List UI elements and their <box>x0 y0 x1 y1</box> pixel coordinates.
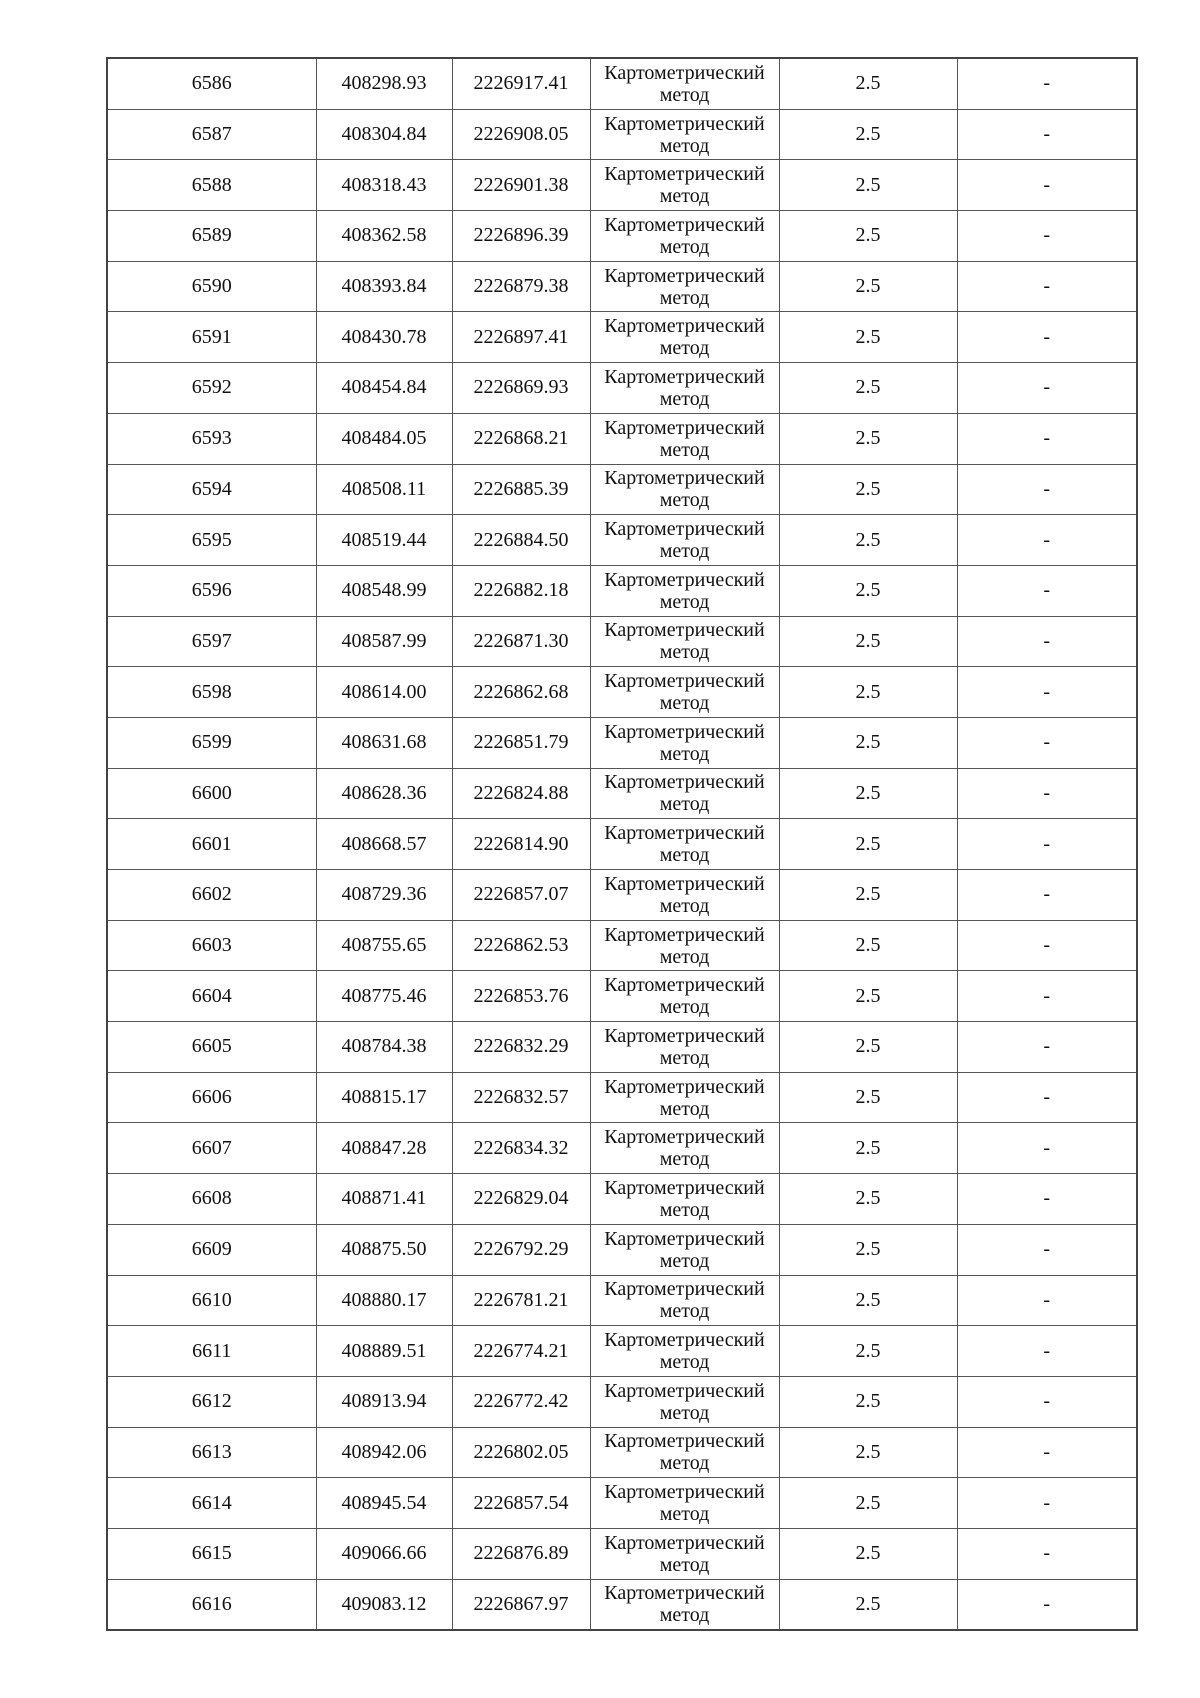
table-row <box>107 261 1137 312</box>
table-row <box>107 565 1137 616</box>
x-coordinate-cell: 408430.78 <box>316 312 452 363</box>
precision-cell: 2.5 <box>779 1326 957 1377</box>
precision-cell: 2.5 <box>779 109 957 160</box>
x-coordinate-cell: 408614.00 <box>316 667 452 718</box>
description-cell: - <box>957 1579 1137 1630</box>
table-row <box>107 819 1137 870</box>
description-cell: - <box>957 667 1137 718</box>
description-cell: - <box>957 1275 1137 1326</box>
point-number-cell: 6600 <box>107 768 316 819</box>
method-line-1: Картометрический <box>604 518 765 541</box>
table-row <box>107 768 1137 819</box>
precision-cell: 2.5 <box>779 58 957 109</box>
method-cell <box>590 312 779 363</box>
description-cell: - <box>957 1174 1137 1225</box>
y-coordinate-cell: 2226851.79 <box>452 717 590 768</box>
method-line-2: метод <box>659 1249 710 1272</box>
table-row <box>107 1022 1137 1073</box>
method-line-2: метод <box>659 1351 710 1374</box>
method-line-2: метод <box>659 1046 710 1069</box>
method-line-1: Картометрический <box>604 112 765 135</box>
precision-cell: 2.5 <box>779 261 957 312</box>
method-line-2: метод <box>659 337 710 360</box>
method-line-2: метод <box>659 489 710 512</box>
y-coordinate-cell: 2226774.21 <box>452 1326 590 1377</box>
point-number-cell: 6593 <box>107 413 316 464</box>
point-number-cell: 6606 <box>107 1072 316 1123</box>
y-coordinate-cell: 2226868.21 <box>452 413 590 464</box>
table-row <box>107 1123 1137 1174</box>
description-cell: - <box>957 515 1137 566</box>
method-line-2: метод <box>659 185 710 208</box>
method-cell <box>590 464 779 515</box>
precision-cell: 2.5 <box>779 920 957 971</box>
description-cell: - <box>957 1123 1137 1174</box>
point-number-cell: 6601 <box>107 819 316 870</box>
method-cell <box>590 616 779 667</box>
method-line-2: метод <box>659 235 710 258</box>
method-cell <box>590 1376 779 1427</box>
description-cell: - <box>957 58 1137 109</box>
y-coordinate-cell: 2226824.88 <box>452 768 590 819</box>
method-line-2: метод <box>659 996 710 1019</box>
y-coordinate-cell: 2226885.39 <box>452 464 590 515</box>
point-number-cell: 6595 <box>107 515 316 566</box>
x-coordinate-cell: 408318.43 <box>316 160 452 211</box>
description-cell: - <box>957 971 1137 1022</box>
precision-cell: 2.5 <box>779 1174 957 1225</box>
description-cell: - <box>957 1326 1137 1377</box>
method-line-2: метод <box>659 1553 710 1576</box>
method-line-2: метод <box>659 387 710 410</box>
method-line-1: Картометрический <box>604 1227 765 1250</box>
method-line-1: Картометрический <box>604 467 765 490</box>
table-row <box>107 1326 1137 1377</box>
table-row <box>107 717 1137 768</box>
description-cell: - <box>957 160 1137 211</box>
precision-cell: 2.5 <box>779 1275 957 1326</box>
method-line-2: метод <box>659 844 710 867</box>
method-cell <box>590 565 779 616</box>
precision-cell: 2.5 <box>779 1224 957 1275</box>
point-number-cell: 6587 <box>107 109 316 160</box>
method-line-2: метод <box>659 641 710 664</box>
y-coordinate-cell: 2226834.32 <box>452 1123 590 1174</box>
method-cell <box>590 920 779 971</box>
method-line-1: Картометрический <box>604 163 765 186</box>
point-number-cell: 6610 <box>107 1275 316 1326</box>
method-line-2: метод <box>659 894 710 917</box>
x-coordinate-cell: 408304.84 <box>316 109 452 160</box>
table-row <box>107 1478 1137 1529</box>
description-cell: - <box>957 1072 1137 1123</box>
method-cell <box>590 58 779 109</box>
method-line-2: метод <box>659 692 710 715</box>
precision-cell: 2.5 <box>779 616 957 667</box>
point-number-cell: 6591 <box>107 312 316 363</box>
point-number-cell: 6608 <box>107 1174 316 1225</box>
precision-cell: 2.5 <box>779 1427 957 1478</box>
point-number-cell: 6607 <box>107 1123 316 1174</box>
x-coordinate-cell: 408548.99 <box>316 565 452 616</box>
method-cell <box>590 413 779 464</box>
x-coordinate-cell: 408942.06 <box>316 1427 452 1478</box>
method-cell <box>590 768 779 819</box>
method-cell <box>590 1478 779 1529</box>
y-coordinate-cell: 2226897.41 <box>452 312 590 363</box>
x-coordinate-cell: 408393.84 <box>316 261 452 312</box>
method-line-1: Картометрический <box>604 365 765 388</box>
description-cell: - <box>957 312 1137 363</box>
y-coordinate-cell: 2226871.30 <box>452 616 590 667</box>
method-line-1: Картометрический <box>604 670 765 693</box>
point-number-cell: 6599 <box>107 717 316 768</box>
table-row <box>107 464 1137 515</box>
method-line-2: метод <box>659 1148 710 1171</box>
method-cell <box>590 363 779 414</box>
description-cell: - <box>957 717 1137 768</box>
table-row <box>107 211 1137 262</box>
method-line-2: метод <box>659 1503 710 1526</box>
point-number-cell: 6612 <box>107 1376 316 1427</box>
method-cell <box>590 1022 779 1073</box>
table-row <box>107 1174 1137 1225</box>
method-line-2: метод <box>659 1604 710 1627</box>
method-cell <box>590 1224 779 1275</box>
x-coordinate-cell: 408889.51 <box>316 1326 452 1377</box>
method-line-1: Картометрический <box>604 1481 765 1504</box>
method-line-1: Картометрический <box>604 923 765 946</box>
point-number-cell: 6609 <box>107 1224 316 1275</box>
table-row <box>107 920 1137 971</box>
method-cell <box>590 1174 779 1225</box>
x-coordinate-cell: 408784.38 <box>316 1022 452 1073</box>
method-cell <box>590 819 779 870</box>
y-coordinate-cell: 2226862.53 <box>452 920 590 971</box>
method-cell <box>590 160 779 211</box>
point-number-cell: 6611 <box>107 1326 316 1377</box>
table-row <box>107 515 1137 566</box>
method-line-1: Картометрический <box>604 264 765 287</box>
y-coordinate-cell: 2226896.39 <box>452 211 590 262</box>
method-cell <box>590 717 779 768</box>
method-cell <box>590 261 779 312</box>
y-coordinate-cell: 2226853.76 <box>452 971 590 1022</box>
method-line-1: Картометрический <box>604 1582 765 1605</box>
method-line-2: метод <box>659 1300 710 1323</box>
description-cell: - <box>957 1528 1137 1579</box>
table-row <box>107 363 1137 414</box>
method-line-2: метод <box>659 83 710 106</box>
description-cell: - <box>957 1376 1137 1427</box>
method-cell <box>590 1123 779 1174</box>
method-line-1: Картометрический <box>604 1379 765 1402</box>
x-coordinate-cell: 408668.57 <box>316 819 452 870</box>
description-cell: - <box>957 565 1137 616</box>
precision-cell: 2.5 <box>779 819 957 870</box>
method-cell <box>590 1579 779 1630</box>
method-line-1: Картометрический <box>604 61 765 84</box>
method-line-1: Картометрический <box>604 1430 765 1453</box>
y-coordinate-cell: 2226879.38 <box>452 261 590 312</box>
method-line-1: Картометрический <box>604 771 765 794</box>
point-number-cell: 6586 <box>107 58 316 109</box>
precision-cell: 2.5 <box>779 1022 957 1073</box>
table-row <box>107 1275 1137 1326</box>
point-number-cell: 6589 <box>107 211 316 262</box>
method-line-1: Картометрический <box>604 568 765 591</box>
method-line-1: Картометрический <box>604 1329 765 1352</box>
y-coordinate-cell: 2226917.41 <box>452 58 590 109</box>
x-coordinate-cell: 408913.94 <box>316 1376 452 1427</box>
table-row <box>107 109 1137 160</box>
method-line-1: Картометрический <box>604 1278 765 1301</box>
method-line-2: метод <box>659 793 710 816</box>
method-line-2: метод <box>659 286 710 309</box>
method-cell <box>590 870 779 921</box>
precision-cell: 2.5 <box>779 363 957 414</box>
x-coordinate-cell: 408755.65 <box>316 920 452 971</box>
table-row <box>107 160 1137 211</box>
method-line-2: метод <box>659 945 710 968</box>
method-line-2: метод <box>659 1452 710 1475</box>
precision-cell: 2.5 <box>779 1376 957 1427</box>
method-line-2: метод <box>659 1097 710 1120</box>
precision-cell: 2.5 <box>779 870 957 921</box>
precision-cell: 2.5 <box>779 1072 957 1123</box>
method-line-2: метод <box>659 134 710 157</box>
y-coordinate-cell: 2226908.05 <box>452 109 590 160</box>
y-coordinate-cell: 2226862.68 <box>452 667 590 718</box>
y-coordinate-cell: 2226867.97 <box>452 1579 590 1630</box>
table-row <box>107 971 1137 1022</box>
y-coordinate-cell: 2226869.93 <box>452 363 590 414</box>
description-cell: - <box>957 464 1137 515</box>
table-row <box>107 413 1137 464</box>
method-line-1: Картометрический <box>604 213 765 236</box>
point-number-cell: 6596 <box>107 565 316 616</box>
method-line-2: метод <box>659 438 710 461</box>
method-line-1: Картометрический <box>604 822 765 845</box>
method-cell <box>590 667 779 718</box>
method-line-1: Картометрический <box>604 1024 765 1047</box>
method-line-2: метод <box>659 590 710 613</box>
description-cell: - <box>957 109 1137 160</box>
y-coordinate-cell: 2226857.07 <box>452 870 590 921</box>
point-number-cell: 6605 <box>107 1022 316 1073</box>
x-coordinate-cell: 409083.12 <box>316 1579 452 1630</box>
method-cell <box>590 1528 779 1579</box>
method-line-1: Картометрический <box>604 619 765 642</box>
description-cell: - <box>957 261 1137 312</box>
method-line-2: метод <box>659 742 710 765</box>
precision-cell: 2.5 <box>779 667 957 718</box>
y-coordinate-cell: 2226857.54 <box>452 1478 590 1529</box>
description-cell: - <box>957 1224 1137 1275</box>
description-cell: - <box>957 870 1137 921</box>
method-line-1: Картометрический <box>604 1075 765 1098</box>
precision-cell: 2.5 <box>779 1478 957 1529</box>
point-number-cell: 6603 <box>107 920 316 971</box>
x-coordinate-cell: 408775.46 <box>316 971 452 1022</box>
y-coordinate-cell: 2226884.50 <box>452 515 590 566</box>
table-row <box>107 616 1137 667</box>
table-row <box>107 1072 1137 1123</box>
precision-cell: 2.5 <box>779 312 957 363</box>
method-line-1: Картометрический <box>604 1531 765 1554</box>
y-coordinate-cell: 2226802.05 <box>452 1427 590 1478</box>
point-number-cell: 6598 <box>107 667 316 718</box>
method-line-1: Картометрический <box>604 1176 765 1199</box>
precision-cell: 2.5 <box>779 717 957 768</box>
description-cell: - <box>957 768 1137 819</box>
method-line-1: Картометрический <box>604 720 765 743</box>
y-coordinate-cell: 2226781.21 <box>452 1275 590 1326</box>
precision-cell: 2.5 <box>779 211 957 262</box>
x-coordinate-cell: 408519.44 <box>316 515 452 566</box>
point-number-cell: 6616 <box>107 1579 316 1630</box>
method-cell <box>590 971 779 1022</box>
method-cell <box>590 109 779 160</box>
method-cell <box>590 211 779 262</box>
method-line-1: Картометрический <box>604 974 765 997</box>
table-row <box>107 1427 1137 1478</box>
point-number-cell: 6594 <box>107 464 316 515</box>
table-row <box>107 1224 1137 1275</box>
precision-cell: 2.5 <box>779 413 957 464</box>
x-coordinate-cell: 408628.36 <box>316 768 452 819</box>
description-cell: - <box>957 616 1137 667</box>
table-row <box>107 1579 1137 1630</box>
x-coordinate-cell: 409066.66 <box>316 1528 452 1579</box>
precision-cell: 2.5 <box>779 160 957 211</box>
description-cell: - <box>957 363 1137 414</box>
method-line-1: Картометрический <box>604 315 765 338</box>
x-coordinate-cell: 408875.50 <box>316 1224 452 1275</box>
method-line-2: метод <box>659 1198 710 1221</box>
table-row <box>107 870 1137 921</box>
method-line-1: Картометрический <box>604 416 765 439</box>
point-number-cell: 6588 <box>107 160 316 211</box>
method-line-2: метод <box>659 1401 710 1424</box>
y-coordinate-cell: 2226772.42 <box>452 1376 590 1427</box>
method-cell <box>590 1275 779 1326</box>
precision-cell: 2.5 <box>779 515 957 566</box>
method-cell <box>590 515 779 566</box>
y-coordinate-cell: 2226792.29 <box>452 1224 590 1275</box>
description-cell: - <box>957 1022 1137 1073</box>
coordinates-table <box>106 57 1138 1631</box>
point-number-cell: 6604 <box>107 971 316 1022</box>
method-cell <box>590 1427 779 1478</box>
point-number-cell: 6613 <box>107 1427 316 1478</box>
x-coordinate-cell: 408815.17 <box>316 1072 452 1123</box>
x-coordinate-cell: 408880.17 <box>316 1275 452 1326</box>
method-cell <box>590 1326 779 1377</box>
point-number-cell: 6615 <box>107 1528 316 1579</box>
point-number-cell: 6602 <box>107 870 316 921</box>
description-cell: - <box>957 1427 1137 1478</box>
method-line-1: Картометрический <box>604 872 765 895</box>
point-number-cell: 6590 <box>107 261 316 312</box>
x-coordinate-cell: 408871.41 <box>316 1174 452 1225</box>
x-coordinate-cell: 408945.54 <box>316 1478 452 1529</box>
y-coordinate-cell: 2226832.29 <box>452 1022 590 1073</box>
table-row <box>107 1528 1137 1579</box>
description-cell: - <box>957 819 1137 870</box>
description-cell: - <box>957 211 1137 262</box>
precision-cell: 2.5 <box>779 1123 957 1174</box>
precision-cell: 2.5 <box>779 971 957 1022</box>
precision-cell: 2.5 <box>779 565 957 616</box>
precision-cell: 2.5 <box>779 768 957 819</box>
x-coordinate-cell: 408362.58 <box>316 211 452 262</box>
precision-cell: 2.5 <box>779 1528 957 1579</box>
x-coordinate-cell: 408631.68 <box>316 717 452 768</box>
description-cell: - <box>957 413 1137 464</box>
point-number-cell: 6592 <box>107 363 316 414</box>
x-coordinate-cell: 408587.99 <box>316 616 452 667</box>
point-number-cell: 6614 <box>107 1478 316 1529</box>
method-line-2: метод <box>659 540 710 563</box>
y-coordinate-cell: 2226814.90 <box>452 819 590 870</box>
y-coordinate-cell: 2226829.04 <box>452 1174 590 1225</box>
description-cell: - <box>957 920 1137 971</box>
precision-cell: 2.5 <box>779 1579 957 1630</box>
x-coordinate-cell: 408847.28 <box>316 1123 452 1174</box>
table-row <box>107 1376 1137 1427</box>
precision-cell: 2.5 <box>779 464 957 515</box>
x-coordinate-cell: 408298.93 <box>316 58 452 109</box>
point-number-cell: 6597 <box>107 616 316 667</box>
table-body <box>107 58 1137 1630</box>
table-row <box>107 667 1137 718</box>
y-coordinate-cell: 2226882.18 <box>452 565 590 616</box>
table-row <box>107 312 1137 363</box>
x-coordinate-cell: 408454.84 <box>316 363 452 414</box>
method-cell <box>590 1072 779 1123</box>
y-coordinate-cell: 2226901.38 <box>452 160 590 211</box>
table-row <box>107 58 1137 109</box>
x-coordinate-cell: 408729.36 <box>316 870 452 921</box>
y-coordinate-cell: 2226876.89 <box>452 1528 590 1579</box>
x-coordinate-cell: 408508.11 <box>316 464 452 515</box>
description-cell: - <box>957 1478 1137 1529</box>
y-coordinate-cell: 2226832.57 <box>452 1072 590 1123</box>
x-coordinate-cell: 408484.05 <box>316 413 452 464</box>
method-line-1: Картометрический <box>604 1126 765 1149</box>
